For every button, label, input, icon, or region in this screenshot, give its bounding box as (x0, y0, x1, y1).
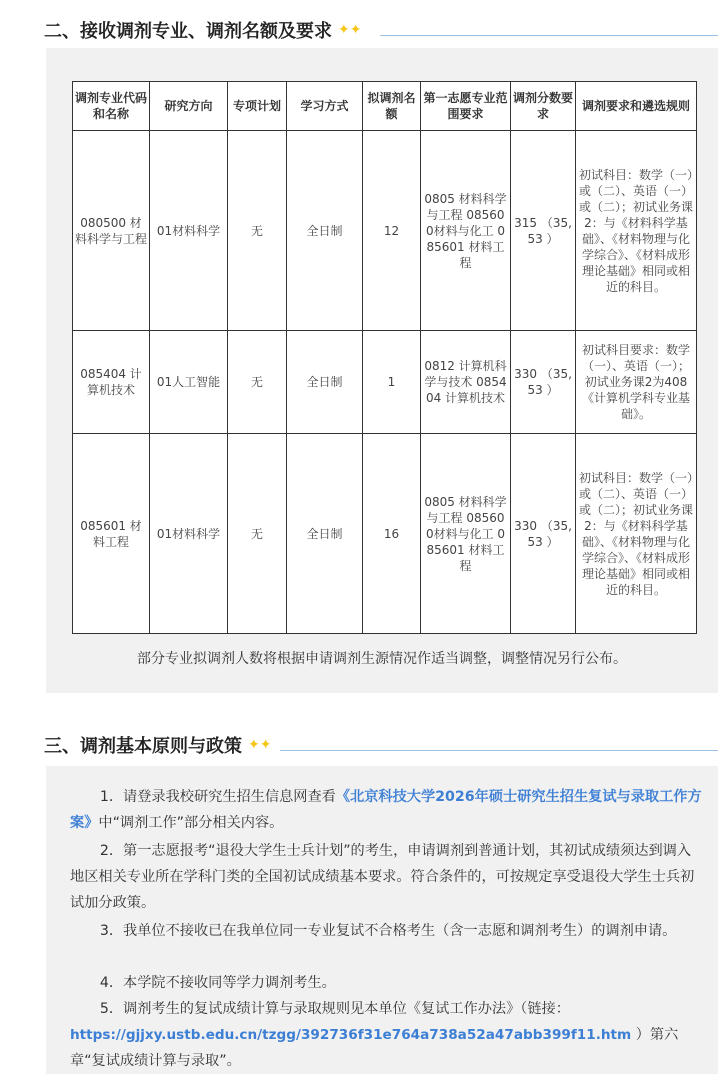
adjustment-table (72, 81, 697, 634)
cell-direction: 01材料科学 (150, 131, 228, 331)
section-title-text: 二、接收调剂专业、调剂名额及要求 (44, 21, 332, 42)
policy-panel (46, 766, 718, 1074)
cell-score: 315 （35,53 ） (511, 131, 576, 331)
header-rules: 调剂要求和遴选规则 (576, 82, 697, 131)
policy-item-1 (70, 784, 704, 836)
cell-scope: 0805 材料科学与工程 085600材料与化工 085601 材料工程 (421, 434, 511, 634)
sparkle-icon: ✦✦ (338, 22, 362, 38)
cell-direction: 01人工智能 (150, 331, 228, 434)
header-score: 调剂分数要求 (511, 82, 576, 131)
cell-quota: 16 (363, 434, 421, 634)
cell-score: 330 （35,53 ） (511, 434, 576, 634)
header-code: 调剂专业代码和名称 (73, 82, 150, 131)
table-row (73, 434, 697, 634)
cell-special: 无 (228, 331, 287, 434)
section-title-text: 三、调剂基本原则与政策 (44, 736, 242, 757)
policy-item-3: 3．我单位不接收已在我单位同一专业复试不合格考生（含一志愿和调剂考生）的调剂申请。 (99, 923, 677, 939)
cell-quota: 12 (363, 131, 421, 331)
section-title-3 (44, 732, 718, 758)
header-mode: 学习方式 (287, 82, 363, 131)
rules-url-link[interactable]: https://gjjxy.ustb.edu.cn/tzgg/392736f31e764a738a52a47abb399f11.htm (70, 1027, 632, 1043)
table-panel (46, 48, 718, 693)
policy-text: 5．调剂考生的复试成绩计算与录取规则见本单位《复试工作办法》（链接： (99, 1001, 570, 1017)
cell-code: 085404 计算机技术 (73, 331, 150, 434)
table-header-row (73, 82, 697, 131)
cell-mode: 全日制 (287, 331, 363, 434)
header-special: 专项计划 (228, 82, 287, 131)
policy-text: 1．请登录我校研究生招生信息网查看 (99, 789, 336, 805)
plan-link[interactable]: 《北京科技大学2026年硕士研究生招生复试与录取工作方案》 (70, 789, 702, 831)
policy-item-2: 2．第一志愿报考“退役大学生士兵计划”的考生，申请调剂到普通计划，其初试成绩须达到调入地区相关专业所在学科门类的全国初试成绩基本要求。符合条件的，可按规定享受退役大学生士兵初试加分政策。 (70, 843, 695, 911)
table-row (73, 131, 697, 331)
sparkle-icon: ✦✦ (248, 737, 272, 753)
cell-scope: 0812 计算机科学与技术 085404 计算机技术 (421, 331, 511, 434)
cell-mode: 全日制 (287, 131, 363, 331)
cell-mode: 全日制 (287, 434, 363, 634)
policy-text: 中“调剂工作”部分相关内容。 (98, 815, 284, 831)
cell-special: 无 (228, 434, 287, 634)
cell-code: 080500 材料科学与工程 (73, 131, 150, 331)
cell-direction: 01材料科学 (150, 434, 228, 634)
cell-quota: 1 (363, 331, 421, 434)
cell-rules: 初试科目要求：数学（一）、英语（一）；初试业务课2为408《计算机学科专业基础》。 (576, 331, 697, 434)
title-rule (280, 750, 718, 751)
cell-special: 无 (228, 131, 287, 331)
title-rule (380, 35, 718, 36)
policy-item-4: 4．本学院不接收同等学力调剂考生。 (99, 975, 336, 991)
header-scope: 第一志愿专业范围要求 (421, 82, 511, 131)
policy-text: ）第六章“复试成绩计算与录取”。 (70, 1027, 679, 1069)
policy-item-5 (70, 996, 704, 1074)
table-note: 部分专业拟调剂人数将根据申请调剂生源情况作适当调整，调整情况另行公布。 (137, 651, 627, 667)
table-row (73, 331, 697, 434)
cell-rules: 初试科目：数学（一）或（二）、英语（一）或（二）；初试业务课2：与《材料科学基础》、《材料物理与化学综合》、《材料成形理论基础》相同或相近的科目。 (576, 434, 697, 634)
cell-score: 330 （35,53 ） (511, 331, 576, 434)
cell-code: 085601 材料工程 (73, 434, 150, 634)
cell-scope: 0805 材料科学与工程 085600材料与化工 085601 材料工程 (421, 131, 511, 331)
section-title-2 (44, 17, 718, 43)
header-direction: 研究方向 (150, 82, 228, 131)
cell-rules: 初试科目：数学（一）或（二）、英语（一）或（二）；初试业务课2：与《材料科学基础》、《材料物理与化学综合》、《材料成形理论基础》相同或相近的科目。 (576, 131, 697, 331)
header-quota: 拟调剂名额 (363, 82, 421, 131)
